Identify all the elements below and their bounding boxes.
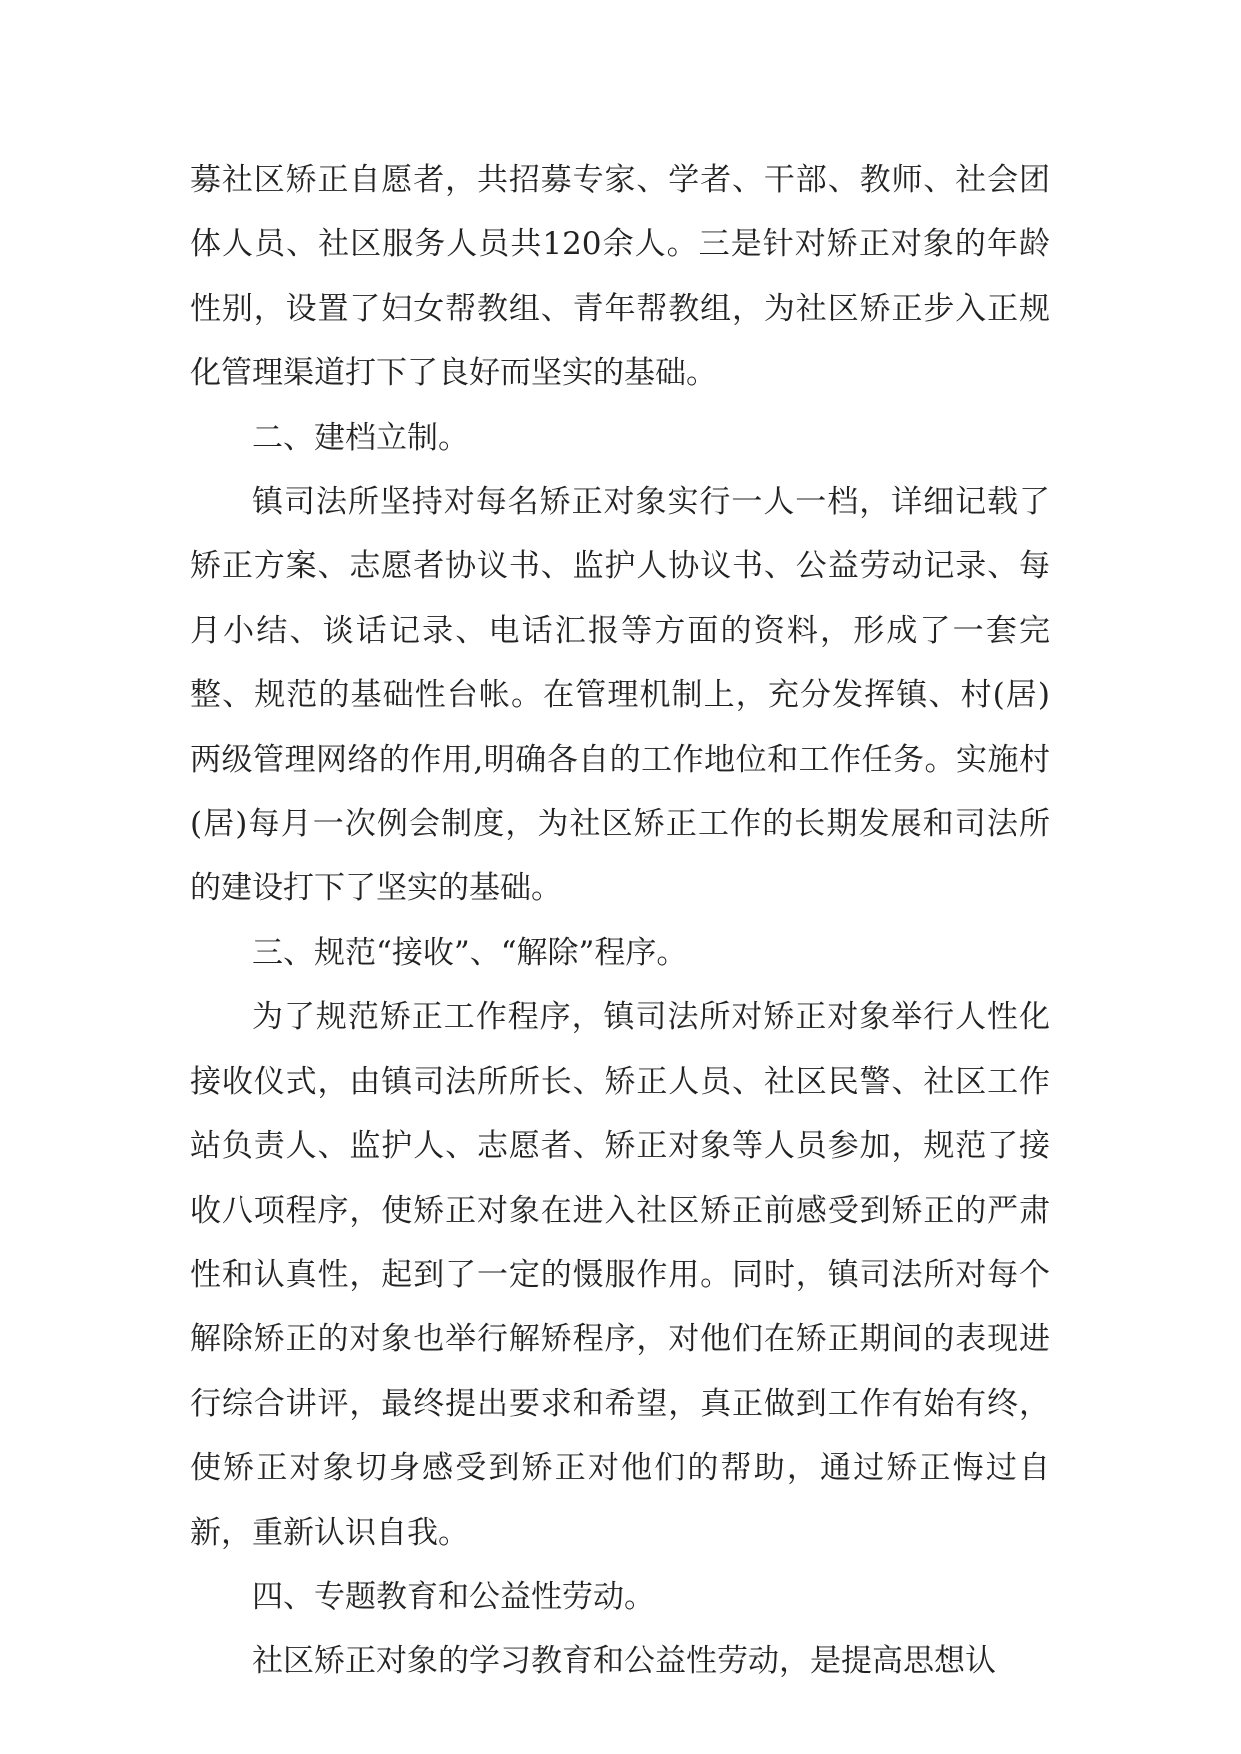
section-heading-3: 三、规范“接收”、“解除”程序。: [252, 934, 688, 971]
paragraph-procedures: 为了规范矫正工作程序，镇司法所对矫正对象举行人性化接收仪式，由镇司法所所长、矫正人员、社区民警、社区工作站负责人、监护人、志愿者、矫正对象等人员参加，规范了接收八项程序，使矫正对象在进入社区矫正前感受到矫正的严肃性和认真性，起到了一定的慑服作用。同时，镇司法所对每个解除矫正的对象也举行解矫程序，对他们在矫正期间的表现进行综合讲评，最终提出要求和希望，真正做到工作有始有终，使矫正对象切身感受到矫正对他们的帮助，通过矫正悔过自新，重新认识自我。: [190, 999, 1050, 1551]
paragraph-education: 社区矫正对象的学习教育和公益性劳动，是提高思想认: [252, 1643, 996, 1680]
paragraph-continuation: 募社区矫正自愿者，共招募专家、学者、干部、教师、社会团体人员、社区服务人员共120余人。三是针对矫正对象的年龄性别，设置了妇女帮教组、青年帮教组，为社区矫正步入正规化管理渠道打下了良好而坚实的基础。: [190, 162, 1050, 392]
paragraph-archives: 镇司法所坚持对每名矫正对象实行一人一档，详细记载了矫正方案、志愿者协议书、监护人协议书、公益劳动记录、每月小结、谈话记录、电话汇报等方面的资料，形成了一套完整、规范的基础性台帐。在管理机制上，充分发挥镇、村(居)两级管理网络的作用,明确各自的工作地位和工作任务。实施村(居)每月一次例会制度，为社区矫正工作的长期发展和司法所的建设打下了坚实的基础。: [190, 484, 1050, 907]
document-page: [190, 148, 1050, 1694]
section-heading-4: 四、专题教育和公益性劳动。: [252, 1578, 655, 1615]
section-heading-2: 二、建档立制。: [252, 419, 469, 456]
